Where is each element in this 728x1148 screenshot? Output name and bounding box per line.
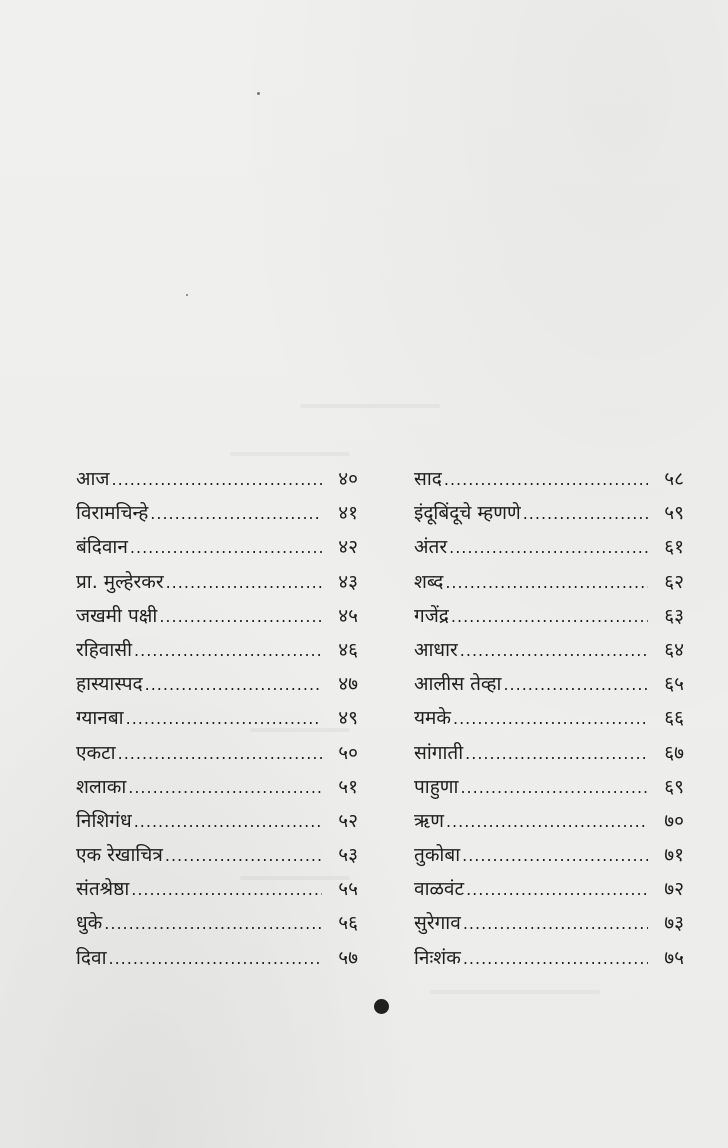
dot-leader (128, 773, 322, 803)
toc-entry-title: रहिवासी (76, 638, 133, 661)
toc-entry (76, 669, 358, 703)
toc-entry-title: संतश्रेष्ठा (76, 878, 130, 901)
dot-leader (126, 704, 322, 734)
toc-entry-title: ऋण (414, 809, 444, 832)
toc-entry-title: निशिगंध (76, 809, 132, 832)
toc-column-right (414, 464, 684, 977)
toc-entry-page-number: ५९ (664, 502, 684, 525)
toc-entry (414, 567, 684, 601)
toc-entry-title: हास्यास्पद (76, 673, 143, 696)
toc-entry-page-number: ६१ (664, 536, 684, 559)
toc-entry (414, 874, 684, 908)
toc-entry (76, 464, 358, 498)
toc-entry (414, 635, 684, 669)
toc-entry (414, 601, 684, 635)
toc-entry-title: दिवा (76, 946, 107, 969)
dot-leader (112, 465, 322, 495)
dot-leader (145, 670, 322, 700)
toc-entry-page-number: ५३ (338, 844, 358, 867)
dot-leader (109, 944, 323, 974)
toc-entry-page-number: ४६ (338, 638, 358, 661)
toc-entry-title: इंदूबिंदूचे म्हणणे (414, 502, 521, 525)
dot-leader (150, 499, 322, 529)
toc-entry-title: पाहुणा (414, 775, 459, 798)
toc-entry-page-number: ४९ (338, 707, 358, 730)
toc-entry-title: शलाका (76, 775, 127, 798)
toc-entry-title: वाळवंट (414, 878, 465, 901)
dot-leader (104, 909, 322, 939)
toc-column-left (76, 464, 358, 977)
toc-entry-page-number: ६४ (664, 638, 684, 661)
toc-entry-title: एक रेखाचित्र (76, 844, 163, 867)
toc-entry-page-number: ७१ (664, 844, 684, 867)
toc-entry-page-number: ५५ (338, 878, 358, 901)
toc-entry-title: आलीस तेव्हा (414, 673, 502, 696)
toc-entry-title: तुकोबा (414, 844, 461, 867)
dot-leader (159, 602, 322, 632)
dot-leader (451, 602, 648, 632)
toc-entry-page-number: ६७ (664, 741, 684, 764)
dot-leader (463, 909, 648, 939)
dot-leader (134, 636, 322, 666)
toc-entry (414, 532, 684, 566)
toc-entry-page-number: ६३ (664, 604, 684, 627)
dot-leader (445, 568, 648, 598)
dot-leader (446, 807, 648, 837)
toc-entry-page-number: ७५ (664, 946, 684, 969)
dot-leader (444, 465, 648, 495)
toc-entry-title: एकटा (76, 741, 116, 764)
toc-entry-page-number: ४१ (338, 502, 358, 525)
toc-entry-title: शब्द (414, 570, 444, 593)
toc-entry (414, 669, 684, 703)
toc-entry (414, 738, 684, 772)
toc-entry-title: आधार (414, 638, 458, 661)
toc-entry-page-number: ५७ (338, 946, 358, 969)
paper-speck (257, 92, 260, 95)
toc-entry (414, 703, 684, 737)
dot-leader (131, 875, 322, 905)
dot-leader (118, 739, 322, 769)
toc-entry (414, 498, 684, 532)
toc-entry-title: सुरेगाव (414, 912, 461, 935)
toc-entry-page-number: ५६ (338, 912, 358, 935)
toc-entry-title: आज (76, 468, 110, 490)
toc-entry (76, 498, 358, 532)
toc-entry-page-number: ६६ (664, 707, 684, 730)
toc-entry-title: प्रा. मुल्हेरकर (76, 570, 164, 593)
dot-leader (134, 807, 322, 837)
toc-entry (414, 840, 684, 874)
toc-entry-title: धुके (76, 912, 103, 935)
dot-leader (462, 841, 648, 871)
toc-entry-page-number: ६५ (664, 673, 684, 696)
toc-entry-title: यमके (414, 707, 451, 730)
dot-leader (460, 636, 648, 666)
dot-leader (460, 773, 648, 803)
toc-entry (76, 738, 358, 772)
toc-entry-page-number: ७३ (664, 912, 684, 935)
bleed-through-mark (230, 452, 350, 456)
toc-entry-page-number: ५० (338, 741, 358, 764)
dot-leader (523, 499, 648, 529)
toc-entry-page-number: ५१ (338, 775, 358, 798)
paper-speck (186, 294, 188, 296)
dot-leader (503, 670, 648, 700)
toc-entry (76, 635, 358, 669)
bullet-ornament (374, 999, 389, 1014)
bleed-through-mark (430, 990, 600, 994)
toc-entry (414, 464, 684, 498)
toc-entry-title: निःशंक (414, 946, 461, 969)
toc-entry-page-number: ४२ (338, 536, 358, 559)
toc-entry (76, 703, 358, 737)
toc-entry (414, 943, 684, 977)
toc-entry-page-number: ६९ (664, 775, 684, 798)
toc-entry (414, 772, 684, 806)
toc-entry (76, 567, 358, 601)
toc-entry-page-number: ४३ (338, 570, 358, 593)
toc-entry (76, 943, 358, 977)
toc-entry (76, 601, 358, 635)
dot-leader (165, 841, 322, 871)
toc-entry-page-number: ५२ (338, 809, 358, 832)
toc-entry-page-number: ४५ (338, 604, 358, 627)
toc-entry (76, 908, 358, 942)
toc-entry-page-number: ६२ (664, 570, 684, 593)
toc-entry-title: ग्यानबा (76, 707, 124, 730)
dot-leader (130, 533, 322, 563)
toc-entry (76, 532, 358, 566)
toc-entry (76, 772, 358, 806)
dot-leader (463, 944, 648, 974)
toc-entry-title: साद (414, 468, 442, 490)
toc-entry-title: अंतर (414, 536, 448, 559)
toc-entry (414, 908, 684, 942)
dot-leader (466, 875, 648, 905)
toc-entry (76, 840, 358, 874)
dot-leader (166, 568, 322, 598)
toc-entry-page-number: ७० (664, 809, 684, 832)
dot-leader (453, 704, 648, 734)
toc-entry-page-number: ४७ (338, 673, 358, 696)
toc-entry-page-number: ७२ (664, 878, 684, 901)
toc-entry (76, 874, 358, 908)
dot-leader (449, 533, 648, 563)
toc-entry-page-number: ४० (338, 468, 358, 490)
toc-entry-page-number: ५८ (664, 468, 684, 490)
toc-entry-title: विरामचिन्हे (76, 502, 149, 525)
toc-entry (414, 806, 684, 840)
bleed-through-mark (300, 404, 440, 408)
toc-entry (76, 806, 358, 840)
toc-entry-title: बंदिवान (76, 536, 128, 559)
dot-leader (465, 739, 648, 769)
toc-entry-title: गजेंद्र (414, 604, 449, 627)
toc-entry-title: जखमी पक्षी (76, 604, 158, 627)
toc-entry-title: सांगाती (414, 741, 464, 764)
